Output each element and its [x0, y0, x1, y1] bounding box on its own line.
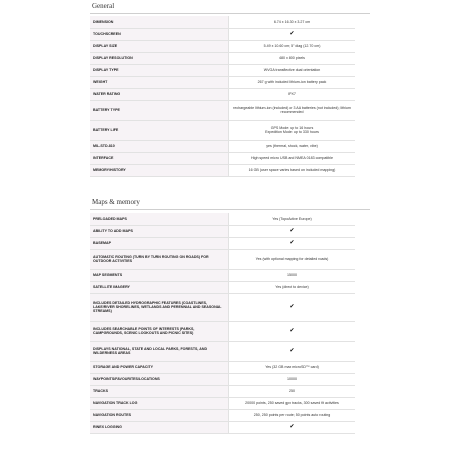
maps-spec-table: [90, 213, 355, 434]
spec-value: [229, 341, 356, 361]
spec-value: 5.49 x 10.60 cm; 5" diag (12.70 cm): [229, 40, 356, 52]
spec-row: [90, 249, 355, 269]
spec-label: BATTERY LIFE: [90, 120, 229, 140]
spec-row: [90, 76, 355, 88]
spec-label: INCLUDES SEARCHABLE POINTS OF INTERESTS (PARKS, CAMPGROUNDS, SCENIC LOOKOUTS AND PICNIC SITES): [90, 321, 229, 341]
spec-value: Yes (with optional mapping for detailed roads): [229, 249, 356, 269]
spec-label: AUTOMATIC ROUTING (TURN BY TURN ROUTING ON ROADS) FOR OUTDOOR ACTIVITIES: [90, 249, 229, 269]
section-title-maps-memory: Maps & memory: [92, 198, 140, 206]
spec-value: Yes (32 GB max microSD™ card): [229, 361, 356, 373]
spec-label: DISPLAY TYPE: [90, 64, 229, 76]
spec-value: 20000 points, 250 saved gpx tracks, 300 saved fit activities: [229, 397, 356, 409]
spec-value: yes (thermal, shock, water, vibe): [229, 140, 356, 152]
spec-value: IPX7: [229, 88, 356, 100]
spec-label: MAP SEGMENTS: [90, 269, 229, 281]
checkmark-icon: ✔: [289, 240, 295, 246]
spec-value: WVGA transflective dual orientation: [229, 64, 356, 76]
spec-value: 267 g with included lithium-ion battery pack: [229, 76, 356, 88]
spec-value: 480 x 800 pixels: [229, 52, 356, 64]
checkmark-icon: ✔: [289, 228, 295, 234]
spec-value: 250, 250 points per route; 50 points auto routing: [229, 409, 356, 421]
spec-label: BASEMAP: [90, 237, 229, 249]
spec-row: [90, 213, 355, 225]
spec-row: [90, 341, 355, 361]
spec-value: Yes (TopoActive Europe): [229, 213, 356, 225]
spec-row: [90, 164, 355, 176]
spec-label: WAYPOINTS/FAVOURITES/LOCATIONS: [90, 373, 229, 385]
spec-row: [90, 373, 355, 385]
spec-value: [229, 293, 356, 321]
spec-label: NAVIGATION ROUTES: [90, 409, 229, 421]
spec-row: [90, 409, 355, 421]
spec-label: ABILITY TO ADD MAPS: [90, 225, 229, 237]
spec-value: 16 GB (user space varies based on included mapping): [229, 164, 356, 176]
spec-value: [229, 28, 356, 40]
spec-row: [90, 361, 355, 373]
section-divider: [90, 209, 370, 210]
spec-value: [229, 225, 356, 237]
spec-label: SATELLITE IMAGERY: [90, 281, 229, 293]
spec-value: 6.74 x 16.30 x 3.27 cm: [229, 16, 356, 28]
spec-label: DISPLAY SIZE: [90, 40, 229, 52]
spec-label: WEIGHT: [90, 76, 229, 88]
spec-label: WATER RATING: [90, 88, 229, 100]
spec-row: [90, 120, 355, 140]
spec-row: [90, 88, 355, 100]
spec-row: [90, 421, 355, 433]
general-spec-table: [90, 16, 355, 177]
checkmark-icon: ✔: [289, 348, 295, 354]
checkmark-icon: ✔: [289, 424, 295, 430]
checkmark-icon: ✔: [289, 304, 295, 310]
spec-row: [90, 28, 355, 40]
spec-label: BATTERY TYPE: [90, 100, 229, 120]
spec-row: [90, 281, 355, 293]
spec-label: DISPLAY RESOLUTION: [90, 52, 229, 64]
spec-row: [90, 16, 355, 28]
spec-row: [90, 100, 355, 120]
spec-label: INTERFACE: [90, 152, 229, 164]
spec-label: TRACKS: [90, 385, 229, 397]
spec-label: RINEX LOGGING: [90, 421, 229, 433]
spec-row: [90, 321, 355, 341]
spec-label: PRELOADED MAPS: [90, 213, 229, 225]
spec-row: [90, 397, 355, 409]
spec-value: High speed micro USB and NMEA 0183 compatible: [229, 152, 356, 164]
checkmark-icon: ✔: [289, 328, 295, 334]
spec-value: rechargeable lithium-ion (included) or 3 AA batteries (not included); lithium recommended: [229, 100, 356, 120]
checkmark-icon: ✔: [289, 31, 295, 37]
spec-row: [90, 385, 355, 397]
spec-value: GPS Mode: up to 16 hours Expedition Mode: up to 330 hours: [229, 120, 356, 140]
spec-row: [90, 269, 355, 281]
spec-label: INCLUDES DETAILED HYDROGRAPHIC FEATURES (COASTLINES, LAKE/RIVER SHORELINES, WETLANDS AND PERENNIAL AND SEASONAL STREAMS): [90, 293, 229, 321]
spec-label: NAVIGATION TRACK LOG: [90, 397, 229, 409]
spec-row: [90, 140, 355, 152]
spec-value: [229, 321, 356, 341]
spec-label: MEMORY/HISTORY: [90, 164, 229, 176]
spec-row: [90, 64, 355, 76]
spec-row: [90, 293, 355, 321]
spec-row: [90, 225, 355, 237]
spec-label: MIL-STD-810: [90, 140, 229, 152]
spec-label: TOUCHSCREEN: [90, 28, 229, 40]
spec-row: [90, 237, 355, 249]
section-title-general: General: [92, 2, 115, 10]
spec-value: [229, 421, 356, 433]
spec-row: [90, 152, 355, 164]
spec-value: 15000: [229, 269, 356, 281]
spec-value: [229, 237, 356, 249]
spec-label: STORAGE AND POWER CAPACITY: [90, 361, 229, 373]
spec-value: Yes (direct to device): [229, 281, 356, 293]
spec-row: [90, 52, 355, 64]
spec-value: 10000: [229, 373, 356, 385]
spec-label: DIMENSION: [90, 16, 229, 28]
section-divider: [90, 13, 370, 14]
spec-value: 250: [229, 385, 356, 397]
spec-label: DISPLAYS NATIONAL, STATE AND LOCAL PARKS, FORESTS, AND WILDERNESS AREAS: [90, 341, 229, 361]
spec-row: [90, 40, 355, 52]
